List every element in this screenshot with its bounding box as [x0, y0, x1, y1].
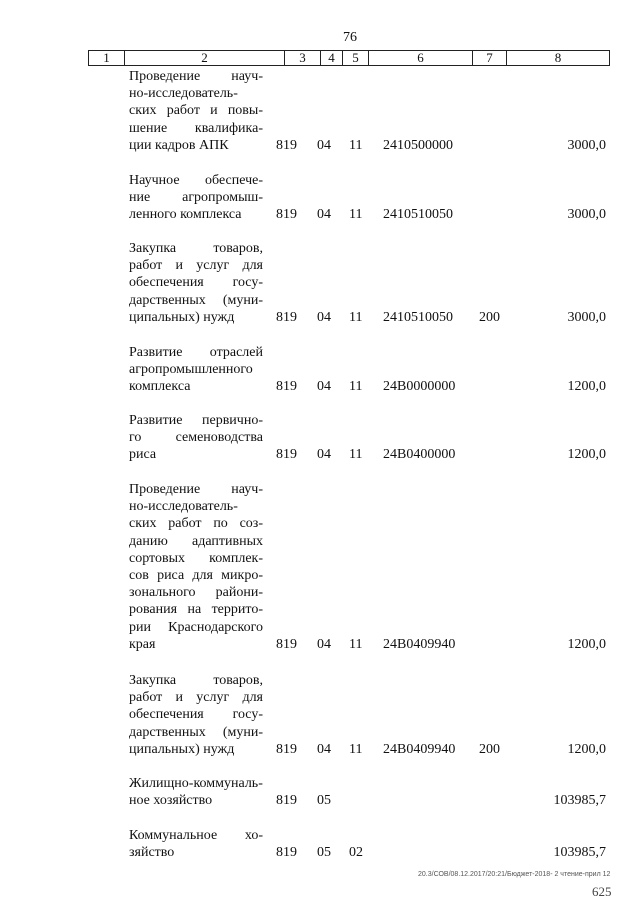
row-name [129, 412, 263, 464]
row-c8: 3000,0 [567, 309, 606, 325]
row-c5: 11 [349, 447, 363, 463]
row-c8: 1200,0 [567, 379, 606, 395]
row-name-line: работ и услуг для [129, 258, 263, 274]
row-name-line: Закупка товаров, [129, 673, 263, 688]
row-name [129, 827, 263, 861]
row-c7: 200 [479, 309, 500, 325]
row-name-line: но-исследователь- [129, 86, 238, 102]
row-c4: 04 [317, 309, 331, 325]
row-name-line: но-исследователь- [129, 499, 238, 515]
row-name-line: го семеноводства [129, 430, 263, 446]
header-col-4: 4 [321, 51, 343, 65]
row-name-line: ции кадров АПК [129, 137, 229, 153]
header-col-3: 3 [285, 51, 321, 65]
row-c4: 05 [317, 845, 331, 861]
row-name-line: ципальных) нужд [129, 741, 235, 757]
row-name [129, 775, 263, 809]
row-c3: 819 [276, 636, 297, 652]
row-name-line: работ и услуг для [129, 690, 263, 706]
row-name-line: Закупка товаров, [129, 241, 263, 256]
row-c3: 819 [276, 793, 297, 809]
page-number: 76 [343, 30, 357, 45]
header-col-5: 5 [343, 51, 369, 65]
row-name-line: Проведение науч- [129, 69, 263, 84]
row-c4: 04 [317, 137, 331, 153]
row-c3: 819 [276, 447, 297, 463]
row-name-line: Развитие первично- [129, 413, 263, 428]
row-name-line: зяйство [129, 845, 175, 861]
header-col-6: 6 [369, 51, 473, 65]
table-header [88, 50, 610, 66]
row-c4: 04 [317, 379, 331, 395]
row-name-line: агропромышленного [129, 362, 253, 378]
row-name-line: зонального райони- [129, 585, 263, 601]
row-name-line: ципальных) нужд [129, 309, 235, 325]
row-name [129, 344, 263, 396]
row-c3: 819 [276, 845, 297, 861]
row-c5: 11 [349, 309, 363, 325]
row-name-line: рии Краснодарского [129, 619, 263, 635]
row-name-line: ских работ по соз- [129, 516, 263, 532]
row-name [129, 240, 263, 326]
row-name-line: дарственных (муни- [129, 292, 263, 308]
row-name-line: ное хозяйство [129, 793, 213, 809]
row-c3: 819 [276, 207, 297, 223]
row-c5: 11 [349, 741, 363, 757]
row-name-line: ленного комплекса [129, 207, 242, 223]
row-name-line: комплекса [129, 379, 191, 395]
row-name-line: обеспечения госу- [129, 275, 263, 291]
row-name-line: ние агропромыш- [129, 190, 263, 206]
row-name-line: риса [129, 447, 157, 463]
row-c6: 2410500000 [383, 137, 453, 153]
row-c5: 11 [349, 636, 363, 652]
row-c5: 11 [349, 137, 363, 153]
row-c3: 819 [276, 741, 297, 757]
row-name-line: рования на террито- [129, 602, 263, 618]
row-c8: 103985,7 [553, 845, 606, 861]
row-c3: 819 [276, 379, 297, 395]
row-c8: 1200,0 [567, 447, 606, 463]
row-name-line: обеспечения госу- [129, 707, 263, 723]
footer-note: 20.3/СОВ/08.12.2017/20:21/Бюджет-2018- 2 чтение-прил 12 [418, 871, 611, 878]
header-col-2: 2 [125, 51, 285, 65]
header-col-7: 7 [473, 51, 507, 65]
row-c8: 103985,7 [553, 793, 606, 809]
row-c4: 04 [317, 447, 331, 463]
row-name-line: края [129, 636, 156, 652]
row-c4: 04 [317, 741, 331, 757]
row-c6: 24В0409940 [383, 636, 456, 652]
row-name-line: сортовых комплек- [129, 550, 263, 566]
row-c8: 3000,0 [567, 207, 606, 223]
header-col-8: 8 [554, 50, 562, 65]
row-c6: 24В0000000 [383, 379, 456, 395]
row-c4: 05 [317, 793, 331, 809]
row-name [129, 172, 263, 224]
row-c8: 1200,0 [567, 636, 606, 652]
row-name [129, 672, 263, 758]
row-c3: 819 [276, 309, 297, 325]
header-col-1: 1 [89, 51, 125, 65]
row-c8: 3000,0 [567, 137, 606, 153]
row-name-line: Развитие отраслей [129, 345, 263, 360]
row-c4: 04 [317, 207, 331, 223]
stamp-number: 625 [592, 884, 612, 899]
row-c6: 2410510050 [383, 309, 453, 325]
row-name [129, 68, 263, 154]
row-c6: 24В0400000 [383, 447, 456, 463]
row-c5: 11 [349, 379, 363, 395]
row-name-line: Коммунальное хо- [129, 828, 263, 843]
row-c6: 2410510050 [383, 207, 453, 223]
row-name-line: Проведение науч- [129, 482, 263, 497]
row-c7: 200 [479, 741, 500, 757]
row-name-line: Жилищно-коммуналь- [129, 776, 263, 791]
row-name-line: Научное обеспече- [129, 173, 263, 188]
row-c3: 819 [276, 137, 297, 153]
row-name-line: шение квалифика- [129, 120, 263, 136]
row-name-line: дарственных (муни- [129, 724, 263, 740]
row-name-line: сов риса для микро- [129, 568, 263, 584]
row-name [129, 481, 263, 653]
row-name-line: данию адаптивных [129, 533, 263, 549]
row-c5: 02 [349, 845, 363, 861]
row-c8: 1200,0 [567, 741, 606, 757]
row-c5: 11 [349, 207, 363, 223]
row-c6: 24В0409940 [383, 741, 456, 757]
row-name-line: ских работ и повы- [129, 103, 263, 119]
row-c4: 04 [317, 636, 331, 652]
